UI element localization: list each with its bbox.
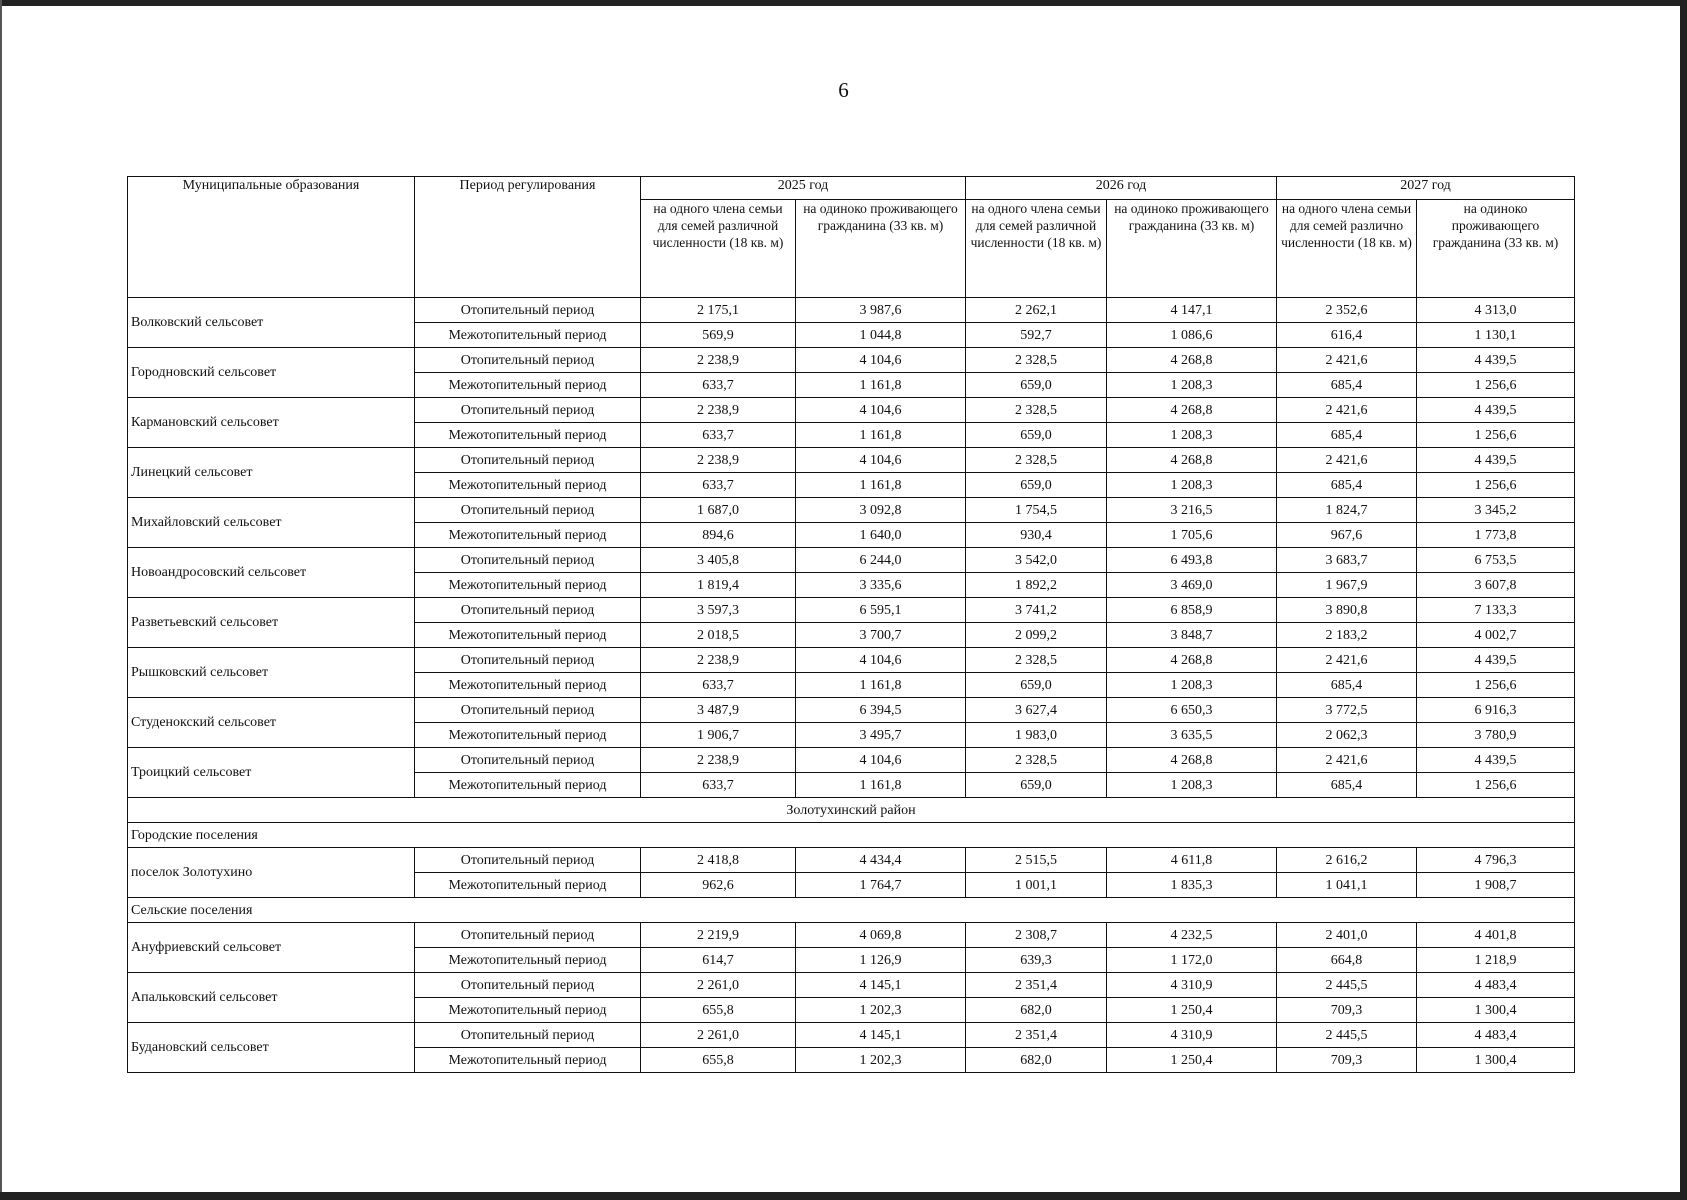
municipality-name: Линецкий сельсовет <box>128 448 415 498</box>
value-cell: 1 161,8 <box>796 473 966 498</box>
value-cell: 2 262,1 <box>966 298 1107 323</box>
value-cell: 685,4 <box>1277 773 1417 798</box>
value-cell: 1 202,3 <box>796 1048 966 1073</box>
value-cell: 4 483,4 <box>1417 1023 1575 1048</box>
value-cell: 1 250,4 <box>1107 998 1277 1023</box>
value-cell: 3 987,6 <box>796 298 966 323</box>
value-cell: 3 772,5 <box>1277 698 1417 723</box>
municipality-row-heating <box>128 498 1575 523</box>
value-cell: 659,0 <box>966 673 1107 698</box>
value-cell: 1 130,1 <box>1417 323 1575 348</box>
municipality-name: Рышковский сельсовет <box>128 648 415 698</box>
value-cell: 633,7 <box>641 673 796 698</box>
value-cell: 4 002,7 <box>1417 623 1575 648</box>
value-cell: 1 161,8 <box>796 773 966 798</box>
period-label-nonheating: Межотопительный период <box>415 523 641 548</box>
value-cell: 3 780,9 <box>1417 723 1575 748</box>
value-cell: 1 256,6 <box>1417 423 1575 448</box>
value-cell: 4 104,6 <box>796 648 966 673</box>
header-sub-2025-family: на одного члена семьи для семей различной численности (18 кв. м) <box>641 200 796 298</box>
value-cell: 2 261,0 <box>641 1023 796 1048</box>
value-cell: 659,0 <box>966 373 1107 398</box>
municipality-row-heating <box>128 298 1575 323</box>
period-label-nonheating: Межотопительный период <box>415 573 641 598</box>
value-cell: 6 858,9 <box>1107 598 1277 623</box>
value-cell: 3 741,2 <box>966 598 1107 623</box>
value-cell: 2 445,5 <box>1277 973 1417 998</box>
value-cell: 3 487,9 <box>641 698 796 723</box>
value-cell: 633,7 <box>641 773 796 798</box>
period-label-heating: Отопительный период <box>415 698 641 723</box>
value-cell: 1 300,4 <box>1417 1048 1575 1073</box>
period-label-nonheating: Межотопительный период <box>415 423 641 448</box>
period-label-heating: Отопительный период <box>415 448 641 473</box>
municipality-name: Михайловский сельсовет <box>128 498 415 548</box>
value-cell: 633,7 <box>641 473 796 498</box>
value-cell: 4 310,9 <box>1107 973 1277 998</box>
value-cell: 2 421,6 <box>1277 748 1417 773</box>
period-label-heating: Отопительный период <box>415 973 641 998</box>
value-cell: 4 268,8 <box>1107 748 1277 773</box>
value-cell: 3 345,2 <box>1417 498 1575 523</box>
value-cell: 4 439,5 <box>1417 748 1575 773</box>
value-cell: 655,8 <box>641 1048 796 1073</box>
value-cell: 682,0 <box>966 1048 1107 1073</box>
table-header <box>128 177 1575 298</box>
value-cell: 2 445,5 <box>1277 1023 1417 1048</box>
value-cell: 2 062,3 <box>1277 723 1417 748</box>
value-cell: 1 705,6 <box>1107 523 1277 548</box>
period-label-nonheating: Межотопительный период <box>415 873 641 898</box>
municipality-name: Троицкий сельсовет <box>128 748 415 798</box>
period-label-heating: Отопительный период <box>415 1023 641 1048</box>
value-cell: 1 754,5 <box>966 498 1107 523</box>
municipality-row-heating <box>128 598 1575 623</box>
municipality-row-heating <box>128 548 1575 573</box>
value-cell: 3 469,0 <box>1107 573 1277 598</box>
municipality-row-heating <box>128 348 1575 373</box>
value-cell: 2 183,2 <box>1277 623 1417 648</box>
municipality-name: Волковский сельсовет <box>128 298 415 348</box>
value-cell: 1 208,3 <box>1107 773 1277 798</box>
value-cell: 4 439,5 <box>1417 648 1575 673</box>
value-cell: 1 208,3 <box>1107 373 1277 398</box>
table-body-urban <box>128 848 1575 898</box>
value-cell: 4 145,1 <box>796 973 966 998</box>
value-cell: 2 261,0 <box>641 973 796 998</box>
value-cell: 6 493,8 <box>1107 548 1277 573</box>
value-cell: 3 597,3 <box>641 598 796 623</box>
header-period: Период регулирования <box>415 177 641 298</box>
value-cell: 962,6 <box>641 873 796 898</box>
value-cell: 1 256,6 <box>1417 773 1575 798</box>
value-cell: 2 175,1 <box>641 298 796 323</box>
municipality-row-heating <box>128 848 1575 873</box>
value-cell: 664,8 <box>1277 948 1417 973</box>
value-cell: 1 640,0 <box>796 523 966 548</box>
value-cell: 6 244,0 <box>796 548 966 573</box>
value-cell: 967,6 <box>1277 523 1417 548</box>
value-cell: 4 439,5 <box>1417 348 1575 373</box>
value-cell: 659,0 <box>966 473 1107 498</box>
value-cell: 2 238,9 <box>641 448 796 473</box>
value-cell: 4 104,6 <box>796 448 966 473</box>
value-cell: 1 835,3 <box>1107 873 1277 898</box>
district-section <box>128 798 1575 848</box>
value-cell: 1 161,8 <box>796 673 966 698</box>
value-cell: 655,8 <box>641 998 796 1023</box>
value-cell: 4 147,1 <box>1107 298 1277 323</box>
value-cell: 4 439,5 <box>1417 398 1575 423</box>
header-sub-2027-family: на одного члена семьи для семей различно численности (18 кв. м) <box>1277 200 1417 298</box>
header-year-2027: 2027 год <box>1277 177 1575 200</box>
period-label-heating: Отопительный период <box>415 348 641 373</box>
value-cell: 1 908,7 <box>1417 873 1575 898</box>
period-label-heating: Отопительный период <box>415 848 641 873</box>
period-label-heating: Отопительный период <box>415 598 641 623</box>
header-year-2025: 2025 год <box>641 177 966 200</box>
period-label-heating: Отопительный период <box>415 748 641 773</box>
table-body-rural <box>128 923 1575 1073</box>
value-cell: 1 172,0 <box>1107 948 1277 973</box>
value-cell: 4 434,4 <box>796 848 966 873</box>
municipality-name: Апальковский сельсовет <box>128 973 415 1023</box>
value-cell: 1 218,9 <box>1417 948 1575 973</box>
table-body-part-a <box>128 298 1575 798</box>
value-cell: 2 328,5 <box>966 648 1107 673</box>
value-cell: 1 256,6 <box>1417 473 1575 498</box>
header-sub-2027-single: на одиноко проживающего гражданина (33 кв. м) <box>1417 200 1575 298</box>
header-year-2026: 2026 год <box>966 177 1277 200</box>
value-cell: 3 495,7 <box>796 723 966 748</box>
municipality-name: Новоандросовский сельсовет <box>128 548 415 598</box>
value-cell: 659,0 <box>966 773 1107 798</box>
municipality-name: Ануфриевский сельсовет <box>128 923 415 973</box>
municipality-row-heating <box>128 923 1575 948</box>
period-label-nonheating: Межотопительный период <box>415 998 641 1023</box>
value-cell: 3 092,8 <box>796 498 966 523</box>
value-cell: 4 611,8 <box>1107 848 1277 873</box>
value-cell: 2 238,9 <box>641 648 796 673</box>
district-row <box>128 798 1575 823</box>
value-cell: 7 133,3 <box>1417 598 1575 623</box>
period-label-nonheating: Межотопительный период <box>415 773 641 798</box>
municipality-row-heating <box>128 1023 1575 1048</box>
period-label-nonheating: Межотопительный период <box>415 1048 641 1073</box>
group-row-urban <box>128 823 1575 848</box>
value-cell: 1 208,3 <box>1107 423 1277 448</box>
value-cell: 1 208,3 <box>1107 473 1277 498</box>
period-label-heating: Отопительный период <box>415 923 641 948</box>
value-cell: 709,3 <box>1277 1048 1417 1073</box>
period-label-heating: Отопительный период <box>415 398 641 423</box>
value-cell: 1 983,0 <box>966 723 1107 748</box>
scan-edge-top <box>0 0 1687 6</box>
municipality-row-heating <box>128 973 1575 998</box>
group-row-rural <box>128 898 1575 923</box>
period-label-heating: Отопительный период <box>415 298 641 323</box>
value-cell: 639,3 <box>966 948 1107 973</box>
value-cell: 3 216,5 <box>1107 498 1277 523</box>
value-cell: 2 238,9 <box>641 348 796 373</box>
value-cell: 4 268,8 <box>1107 348 1277 373</box>
value-cell: 4 104,6 <box>796 748 966 773</box>
value-cell: 1 202,3 <box>796 998 966 1023</box>
value-cell: 4 268,8 <box>1107 398 1277 423</box>
value-cell: 2 099,2 <box>966 623 1107 648</box>
value-cell: 3 700,7 <box>796 623 966 648</box>
period-label-nonheating: Межотопительный период <box>415 323 641 348</box>
header-sub-2026-family: на одного члена семьи для семей различной численности (18 кв. м) <box>966 200 1107 298</box>
value-cell: 894,6 <box>641 523 796 548</box>
value-cell: 1 161,8 <box>796 373 966 398</box>
value-cell: 2 328,5 <box>966 398 1107 423</box>
value-cell: 2 421,6 <box>1277 648 1417 673</box>
value-cell: 3 607,8 <box>1417 573 1575 598</box>
value-cell: 1 250,4 <box>1107 1048 1277 1073</box>
value-cell: 685,4 <box>1277 673 1417 698</box>
value-cell: 1 906,7 <box>641 723 796 748</box>
value-cell: 2 351,4 <box>966 1023 1107 1048</box>
value-cell: 1 041,1 <box>1277 873 1417 898</box>
value-cell: 1 300,4 <box>1417 998 1575 1023</box>
municipality-row-heating <box>128 448 1575 473</box>
value-cell: 1 086,6 <box>1107 323 1277 348</box>
value-cell: 2 238,9 <box>641 748 796 773</box>
value-cell: 633,7 <box>641 423 796 448</box>
value-cell: 3 627,4 <box>966 698 1107 723</box>
value-cell: 3 848,7 <box>1107 623 1277 648</box>
value-cell: 4 069,8 <box>796 923 966 948</box>
value-cell: 930,4 <box>966 523 1107 548</box>
value-cell: 2 421,6 <box>1277 448 1417 473</box>
value-cell: 2 418,8 <box>641 848 796 873</box>
value-cell: 2 352,6 <box>1277 298 1417 323</box>
municipality-name: Разветьевский сельсовет <box>128 598 415 648</box>
group-label-rural: Сельские поселения <box>128 898 1575 923</box>
municipality-row-heating <box>128 648 1575 673</box>
value-cell: 4 268,8 <box>1107 448 1277 473</box>
value-cell: 569,9 <box>641 323 796 348</box>
scan-edge-right <box>1680 0 1687 1200</box>
municipality-name: Городновский сельсовет <box>128 348 415 398</box>
value-cell: 4 104,6 <box>796 348 966 373</box>
tariff-table <box>127 176 1575 1073</box>
value-cell: 4 796,3 <box>1417 848 1575 873</box>
value-cell: 3 405,8 <box>641 548 796 573</box>
value-cell: 4 145,1 <box>796 1023 966 1048</box>
municipality-row-heating <box>128 698 1575 723</box>
value-cell: 2 616,2 <box>1277 848 1417 873</box>
value-cell: 1 773,8 <box>1417 523 1575 548</box>
value-cell: 4 268,8 <box>1107 648 1277 673</box>
value-cell: 3 542,0 <box>966 548 1107 573</box>
value-cell: 2 421,6 <box>1277 398 1417 423</box>
value-cell: 2 219,9 <box>641 923 796 948</box>
value-cell: 4 401,8 <box>1417 923 1575 948</box>
value-cell: 1 824,7 <box>1277 498 1417 523</box>
value-cell: 614,7 <box>641 948 796 973</box>
value-cell: 1 044,8 <box>796 323 966 348</box>
value-cell: 4 104,6 <box>796 398 966 423</box>
value-cell: 6 916,3 <box>1417 698 1575 723</box>
value-cell: 633,7 <box>641 373 796 398</box>
value-cell: 2 328,5 <box>966 748 1107 773</box>
municipality-name: Кармановский сельсовет <box>128 398 415 448</box>
value-cell: 4 483,4 <box>1417 973 1575 998</box>
period-label-nonheating: Межотопительный период <box>415 373 641 398</box>
header-sub-2026-single: на одиноко проживающего гражданина (33 кв. м) <box>1107 200 1277 298</box>
municipality-row-heating <box>128 398 1575 423</box>
value-cell: 4 313,0 <box>1417 298 1575 323</box>
value-cell: 2 401,0 <box>1277 923 1417 948</box>
value-cell: 6 650,3 <box>1107 698 1277 723</box>
value-cell: 685,4 <box>1277 423 1417 448</box>
value-cell: 1 161,8 <box>796 423 966 448</box>
value-cell: 6 394,5 <box>796 698 966 723</box>
value-cell: 685,4 <box>1277 373 1417 398</box>
municipality-name: Студенокский сельсовет <box>128 698 415 748</box>
value-cell: 3 683,7 <box>1277 548 1417 573</box>
value-cell: 3 890,8 <box>1277 598 1417 623</box>
value-cell: 1 892,2 <box>966 573 1107 598</box>
value-cell: 682,0 <box>966 998 1107 1023</box>
value-cell: 2 421,6 <box>1277 348 1417 373</box>
value-cell: 1 967,9 <box>1277 573 1417 598</box>
value-cell: 6 595,1 <box>796 598 966 623</box>
period-label-nonheating: Межотопительный период <box>415 623 641 648</box>
scan-edge-left <box>0 0 2 1200</box>
value-cell: 1 208,3 <box>1107 673 1277 698</box>
value-cell: 685,4 <box>1277 473 1417 498</box>
value-cell: 4 310,9 <box>1107 1023 1277 1048</box>
value-cell: 2 328,5 <box>966 348 1107 373</box>
value-cell: 592,7 <box>966 323 1107 348</box>
period-label-nonheating: Межотопительный период <box>415 473 641 498</box>
value-cell: 1 001,1 <box>966 873 1107 898</box>
page-number: 6 <box>838 78 849 102</box>
value-cell: 1 687,0 <box>641 498 796 523</box>
period-label-heating: Отопительный период <box>415 548 641 573</box>
value-cell: 6 753,5 <box>1417 548 1575 573</box>
value-cell: 4 232,5 <box>1107 923 1277 948</box>
value-cell: 2 238,9 <box>641 398 796 423</box>
period-label-nonheating: Межотопительный период <box>415 948 641 973</box>
district-name: Золотухинский район <box>128 798 1575 823</box>
value-cell: 709,3 <box>1277 998 1417 1023</box>
value-cell: 1 256,6 <box>1417 373 1575 398</box>
group-label-urban: Городские поселения <box>128 823 1575 848</box>
value-cell: 2 351,4 <box>966 973 1107 998</box>
period-label-heating: Отопительный период <box>415 648 641 673</box>
value-cell: 659,0 <box>966 423 1107 448</box>
municipality-row-heating <box>128 748 1575 773</box>
value-cell: 1 256,6 <box>1417 673 1575 698</box>
value-cell: 1 126,9 <box>796 948 966 973</box>
value-cell: 616,4 <box>1277 323 1417 348</box>
municipality-name: Будановский сельсовет <box>128 1023 415 1073</box>
header-sub-2025-single: на одиноко проживающего гражданина (33 кв. м) <box>796 200 966 298</box>
value-cell: 3 335,6 <box>796 573 966 598</box>
value-cell: 2 308,7 <box>966 923 1107 948</box>
municipality-name: поселок Золотухино <box>128 848 415 898</box>
header-municipality: Муниципальные образования <box>128 177 415 298</box>
value-cell: 2 515,5 <box>966 848 1107 873</box>
value-cell: 2 018,5 <box>641 623 796 648</box>
value-cell: 4 439,5 <box>1417 448 1575 473</box>
value-cell: 2 328,5 <box>966 448 1107 473</box>
period-label-heating: Отопительный период <box>415 498 641 523</box>
period-label-nonheating: Межотопительный период <box>415 723 641 748</box>
period-label-nonheating: Межотопительный период <box>415 673 641 698</box>
scan-edge-bottom <box>0 1192 1687 1200</box>
value-cell: 1 819,4 <box>641 573 796 598</box>
value-cell: 3 635,5 <box>1107 723 1277 748</box>
rural-section <box>128 898 1575 923</box>
value-cell: 1 764,7 <box>796 873 966 898</box>
